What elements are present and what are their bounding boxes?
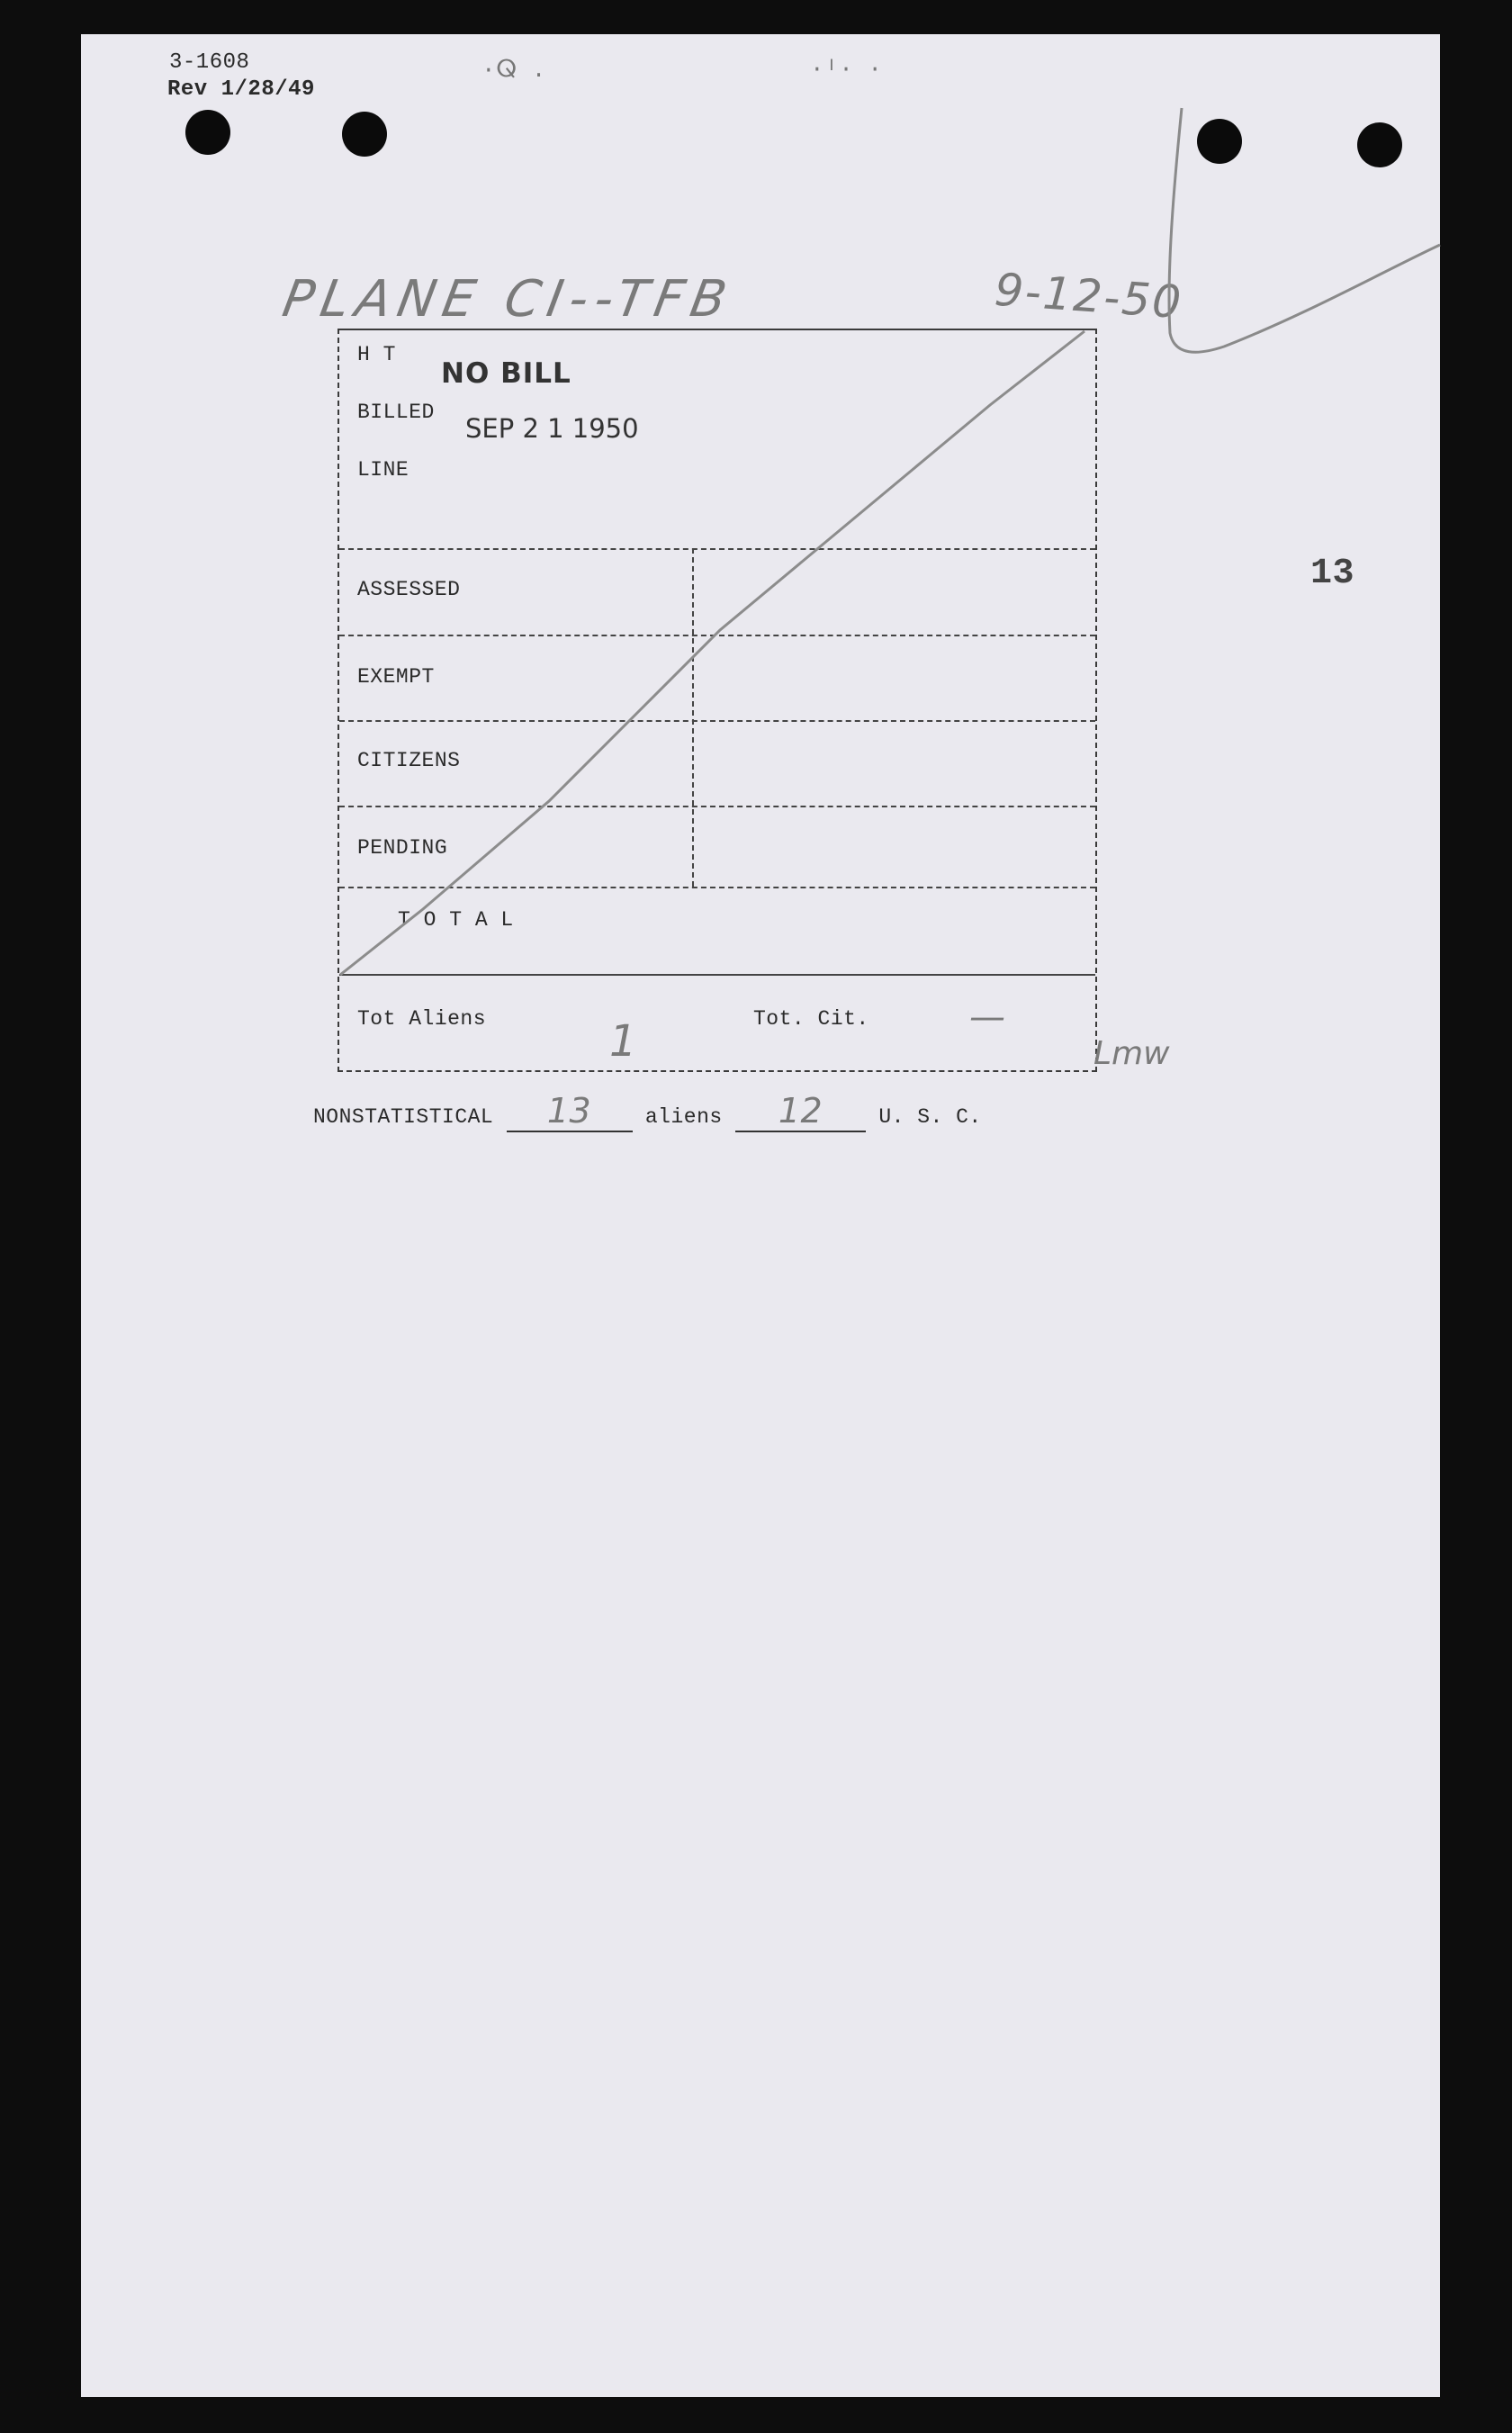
label-tot-aliens: Tot Aliens: [357, 1007, 487, 1031]
nonstatistical-label: NONSTATISTICAL: [313, 1105, 494, 1129]
label-exempt: EXEMPT: [357, 665, 435, 689]
label-assessed: ASSESSED: [357, 578, 461, 601]
handwritten-date: 9-12-50: [993, 263, 1184, 329]
handwritten-tot-cit: —: [969, 996, 1005, 1038]
form-number: 3-1608: [169, 50, 250, 75]
nonstatistical-usc-value: 12: [735, 1091, 866, 1132]
label-tot-cit: Tot. Cit.: [753, 1007, 869, 1031]
label-ht: H T: [357, 343, 396, 366]
nonstatistical-aliens-value: 13: [507, 1091, 633, 1132]
label-total: T O T A L: [398, 908, 514, 932]
handwritten-tot-aliens: 1: [609, 1016, 637, 1067]
faint-mark: ·ᴵ· ·: [810, 56, 883, 83]
date-stamp: SEP 2 1 1950: [465, 413, 639, 444]
handwritten-flight-note: PLANE CI--TFB: [278, 270, 738, 329]
label-citizens: CITIZENS: [357, 749, 461, 772]
nonstatistical-line: [313, 1091, 982, 1132]
form-revision: Rev 1/28/49: [167, 77, 315, 102]
page-number: 13: [1310, 554, 1355, 594]
handwritten-initials: Lmw: [1094, 1035, 1170, 1072]
label-pending: PENDING: [357, 836, 448, 860]
no-bill-stamp: NO BILL: [441, 357, 572, 390]
nonstatistical-usc-label: U. S. C.: [878, 1105, 982, 1129]
nonstatistical-aliens-label: aliens: [644, 1105, 723, 1129]
label-line: LINE: [357, 458, 410, 482]
label-billed: BILLED: [357, 401, 435, 424]
faint-mark: ·ⵕ .: [482, 57, 546, 84]
